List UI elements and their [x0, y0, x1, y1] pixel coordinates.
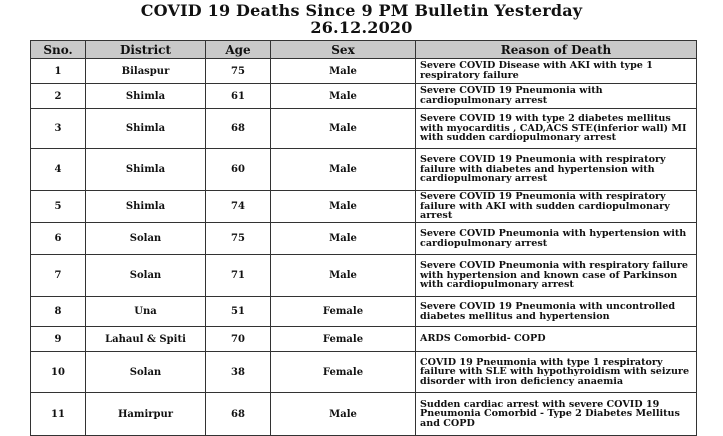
table-row: [31, 84, 697, 109]
cell-age: 38: [206, 352, 271, 393]
cell-age: 75: [206, 59, 271, 84]
cell-reason: Severe COVID Pneumonia with respiratory failure with hypertension and known case of Parkinson with cardiopulmonary arrest: [416, 255, 697, 297]
cell-age: 60: [206, 149, 271, 191]
cell-sex: Male: [271, 255, 416, 297]
cell-district: Solan: [86, 255, 206, 297]
cell-sno: 7: [31, 255, 86, 297]
cell-sex: Female: [271, 327, 416, 352]
table-row: [31, 327, 697, 352]
cell-age: 51: [206, 297, 271, 327]
cell-reason: Severe COVID Pneumonia with hypertension with cardiopulmonary arrest: [416, 223, 697, 255]
cell-district: Shimla: [86, 84, 206, 109]
cell-age: 68: [206, 393, 271, 436]
table-row: [31, 223, 697, 255]
cell-sex: Male: [271, 59, 416, 84]
cell-district: Lahaul & Spiti: [86, 327, 206, 352]
cell-sno: 5: [31, 191, 86, 223]
cell-district: Solan: [86, 352, 206, 393]
cell-district: Solan: [86, 223, 206, 255]
cell-sex: Male: [271, 149, 416, 191]
cell-age: 61: [206, 84, 271, 109]
header-sno: Sno.: [31, 41, 86, 59]
header-district: District: [86, 41, 206, 59]
table-row: [31, 109, 697, 149]
header-sex: Sex: [271, 41, 416, 59]
cell-reason: Severe COVID 19 Pneumonia with cardiopulmonary arrest: [416, 84, 697, 109]
bulletin-title: [0, 0, 723, 36]
cell-district: Una: [86, 297, 206, 327]
cell-sex: Male: [271, 84, 416, 109]
table-row: [31, 191, 697, 223]
cell-age: 70: [206, 327, 271, 352]
cell-sex: Male: [271, 223, 416, 255]
table-row: [31, 297, 697, 327]
cell-sex: Male: [271, 191, 416, 223]
cell-district: Shimla: [86, 109, 206, 149]
cell-reason: COVID 19 Pneumonia with type 1 respiratory failure with SLE with hypothyroidism with seizure disorder with iron deficiency anaemia: [416, 352, 697, 393]
table-row: [31, 59, 697, 84]
deaths-table: [30, 40, 697, 436]
cell-age: 68: [206, 109, 271, 149]
header-age: Age: [206, 41, 271, 59]
cell-sno: 6: [31, 223, 86, 255]
cell-sex: Female: [271, 352, 416, 393]
cell-sex: Female: [271, 297, 416, 327]
cell-district: Shimla: [86, 191, 206, 223]
cell-reason: ARDS Comorbid- COPD: [416, 327, 697, 352]
title-line-2: 26.12.2020: [310, 18, 413, 37]
cell-sex: Male: [271, 109, 416, 149]
table-header-row: [31, 41, 697, 59]
cell-age: 71: [206, 255, 271, 297]
cell-sno: 10: [31, 352, 86, 393]
cell-reason: Severe COVID 19 Pneumonia with uncontrolled diabetes mellitus and hypertension: [416, 297, 697, 327]
cell-district: Bilaspur: [86, 59, 206, 84]
cell-district: Shimla: [86, 149, 206, 191]
cell-sno: 2: [31, 84, 86, 109]
cell-age: 75: [206, 223, 271, 255]
table-row: [31, 352, 697, 393]
cell-reason: Severe COVID 19 Pneumonia with respiratory failure with diabetes and hypertension with cardiopulmonary arrest: [416, 149, 697, 191]
table-row: [31, 393, 697, 436]
cell-reason: Sudden cardiac arrest with severe COVID 19 Pneumonia Comorbid - Type 2 Diabetes Mellitus and COPD: [416, 393, 697, 436]
cell-reason: Severe COVID 19 Pneumonia with respiratory failure with AKI with sudden cardiopulmonary arrest: [416, 191, 697, 223]
cell-age: 74: [206, 191, 271, 223]
cell-sex: Male: [271, 393, 416, 436]
table-row: [31, 255, 697, 297]
cell-sno: 11: [31, 393, 86, 436]
cell-sno: 8: [31, 297, 86, 327]
cell-district: Hamirpur: [86, 393, 206, 436]
cell-sno: 4: [31, 149, 86, 191]
cell-sno: 3: [31, 109, 86, 149]
title-line-1: COVID 19 Deaths Since 9 PM Bulletin Yesterday: [140, 1, 583, 20]
table-row: [31, 149, 697, 191]
cell-sno: 9: [31, 327, 86, 352]
cell-sno: 1: [31, 59, 86, 84]
cell-reason: Severe COVID 19 with type 2 diabetes mellitus with myocarditis , CAD,ACS STE(inferior wall) MI with sudden cardiopulmonary arrest: [416, 109, 697, 149]
cell-reason: Severe COVID Disease with AKI with type 1 respiratory failure: [416, 59, 697, 84]
header-reason: Reason of Death: [416, 41, 697, 59]
